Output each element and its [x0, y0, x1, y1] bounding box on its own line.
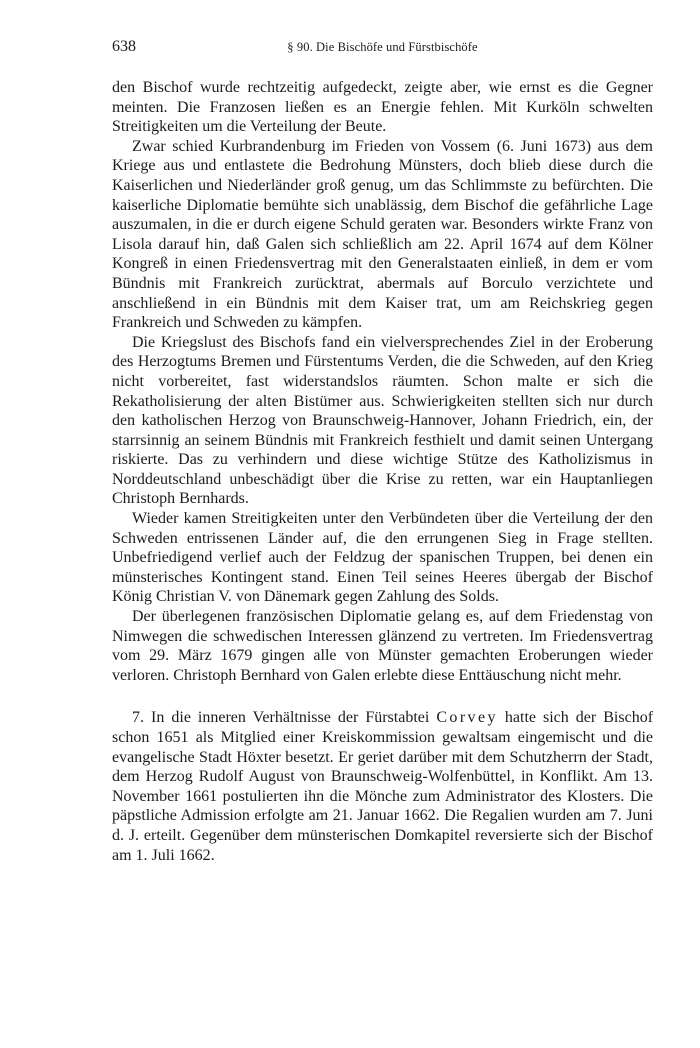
- section-7-lead: 7. In die inneren Verhältnisse der Fürstabtei: [132, 709, 430, 727]
- page-header: [112, 38, 653, 60]
- book-page: [112, 38, 653, 865]
- paragraph-allies-disputes: Wieder kamen Streitigkeiten unter den Verbündeten über die Verteilung der den Schweden entrissenen Länder auf, die den errungenen Sieg in Frage stellten. Unbefriedigend verlief auch der Feldzug der spanischen Truppen, bei denen ein münsterisches Kontingent stand. Einen Teil seines Heeres übergab der Bischof König Christian V. von Dänemark gegen Zahlung des Solds.: [112, 510, 653, 606]
- paragraph-section-7-corvey: [112, 708, 653, 865]
- body-text: [112, 78, 653, 865]
- paragraph-peace-of-nijmegen: Der überlegenen französischen Diplomatie gelang es, auf dem Friedenstag von Nimwegen die schwedischen Interessen glänzend zu vertreten. Im Friedensvertrag vom 29. März 1679 gingen alle von Münster gemachten Eroberungen wieder verloren. Christoph Bernhard von Galen erlebte diese Enttäuschung nicht mehr.: [112, 608, 653, 684]
- paragraph-continuation: den Bischof wurde rechtzeitig aufgedeckt, zeigte aber, wie ernst es die Gegner meinten. Die Franzosen ließen es an Energie fehlen. Mit Kurköln schwelten Streitigkeiten um die Verteilung der Beute.: [112, 79, 653, 136]
- corvey-spaced-name: Corvey: [436, 709, 498, 727]
- paragraph-peace-of-vossem: Zwar schied Kurbrandenburg im Frieden von Vossem (6. Juni 1673) aus dem Kriege aus und entlastete die Bedrohung Münsters, doch blieb diese durch die Kaiserlichen und Niederländer groß genug, um das Schlimmste zu befürchten. Die kaiserliche Diplomatie bemühte sich unablässig, dem Bischof die gefährliche Lage auszumalen, in die er durch eigene Schuld geraten war. Besonders wirkte Franz von Lisola darauf hin, daß Galen sich schließlich am 22. April 1674 auf dem Kölner Kongreß in einen Friedensvertrag mit den Generalstaaten einließ, in dem er vom Bündnis mit Frankreich zurücktrat, abermals auf Borculo verzichtete und anschließend in ein Bündnis mit dem Kaiser trat, um am Reichskrieg gegen Frankreich und Schweden zu kämpfen.: [112, 137, 653, 332]
- section-break: [112, 685, 653, 708]
- running-head: § 90. Die Bischöfe und Fürstbischöfe: [287, 40, 478, 54]
- section-7-text: hatte sich der Bischof schon 1651 als Mitglied einer Kreiskommission gewaltsam eingemischt und die evangelische Stadt Höxter besetzt. Er geriet darüber mit dem Schutzherrn der Stadt, dem Herzog Rudolf August von Braunschweig-Wolfenbüttel, in Konflikt. Am 13. November 1661 postulierten ihn die Mönche zum Administrator des Klosters. Die päpstliche Admission erfolgte am 21. Januar 1662. Die Regalien wurden am 7. Juni d. J. erteilt. Gegenüber dem münsterischen Domkapitel reversierte sich der Bischof am 1. Juli 1662.: [112, 709, 654, 864]
- page-number: 638: [112, 38, 136, 55]
- paragraph-bremen-verden: Die Kriegslust des Bischofs fand ein vielversprechendes Ziel in der Eroberung des Herzogtums Bremen und Fürstentums Verden, die die Schweden, auf den Krieg nicht vorbereitet, fast widerstandslos räumten. Schon malte er sich die Rekatholisierung der alten Bistümer aus. Schwierigkeiten stellten sich nur durch den katholischen Herzog von Braunschweig-Hannover, Johann Friedrich, ein, der starrsinnig an seinem Bündnis mit Frankreich festhielt und damit seinen Untergang riskierte. Das zu verhindern und diese wichtige Stütze des Katholizismus in Norddeutschland unbeschädigt über die Krise zu retten, war ein Hauptanliegen Christoph Bernhards.: [112, 333, 653, 508]
